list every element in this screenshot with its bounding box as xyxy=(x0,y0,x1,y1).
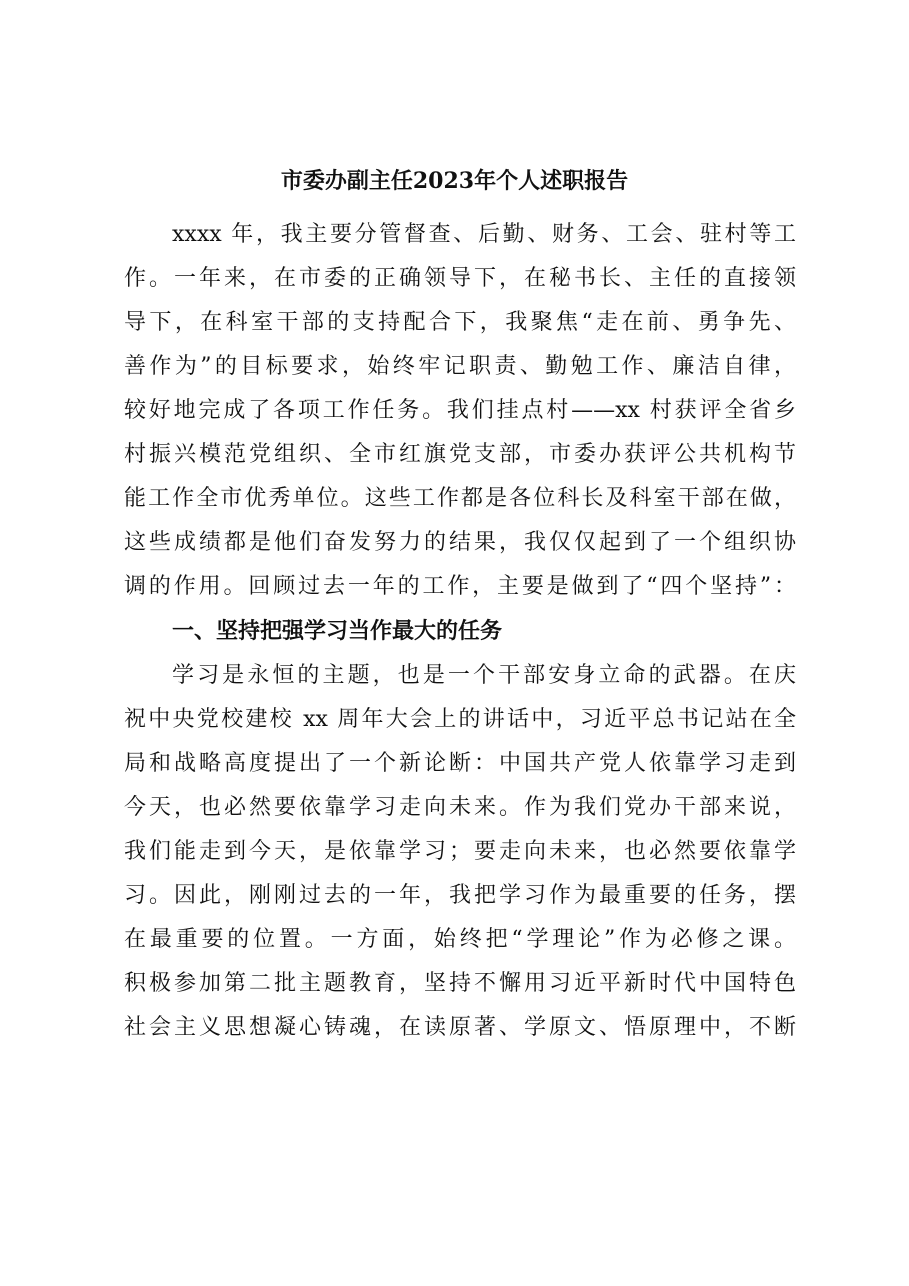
paragraph-line: 导下，在科室干部的支持配合下，我聚焦“走在前、勇争先、 xyxy=(124,310,796,335)
paragraph-line: 这些成绩都是他们奋发努力的结果，我仅仅起到了一个组织协 xyxy=(124,530,796,555)
paragraph-line: 能工作全市优秀单位。这些工作都是各位科长及科室干部在做， xyxy=(124,486,796,511)
paragraph-line: 学习是永恒的主题，也是一个干部安身立命的武器。在庆 xyxy=(172,663,796,688)
paragraph-line: 作。一年来，在市委的正确领导下，在秘书长、主任的直接领 xyxy=(124,266,796,291)
paragraph-line: 祝中央党校建校 xx 周年大会上的讲话中，习近平总书记站在全 xyxy=(124,707,796,732)
paragraph-line: 社会主义思想凝心铸魂，在读原著、学原文、悟原理中，不断 xyxy=(124,1015,796,1040)
paragraph-line: xxxx 年，我主要分管督查、后勤、财务、工会、驻村等工 xyxy=(172,222,796,247)
paragraph-line: 较好地完成了各项工作任务。我们挂点村——xx 村获评全省乡 xyxy=(124,398,796,423)
paragraph-line: 村振兴模范党组织、全市红旗党支部，市委办获评公共机构节 xyxy=(124,442,796,467)
paragraph-line: 今天，也必然要依靠学习走向未来。作为我们党办干部来说， xyxy=(124,795,796,820)
document-title: 市委办副主任2023年个人述职报告 xyxy=(280,168,629,194)
paragraph-line: 习。因此，刚刚过去的一年，我把学习作为最重要的任务，摆 xyxy=(124,883,796,908)
paragraph-line: 调的作用。回顾过去一年的工作，主要是做到了“四个坚持”： xyxy=(124,574,796,599)
paragraph-line: 积极参加第二批主题教育，坚持不懈用习近平新时代中国特色 xyxy=(124,971,796,996)
paragraph-line: 在最重要的位置。一方面，始终把“学理论”作为必修之课。 xyxy=(124,927,796,952)
section-heading: 一、坚持把强学习当作最大的任务 xyxy=(172,619,503,644)
paragraph-line: 局和战略高度提出了一个新论断：中国共产党人依靠学习走到 xyxy=(124,751,796,776)
paragraph-line: 我们能走到今天，是依靠学习；要走向未来，也必然要依靠学 xyxy=(124,839,796,864)
paragraph-line: 善作为”的目标要求，始终牢记职责、勤勉工作、廉洁自律， xyxy=(124,354,796,379)
